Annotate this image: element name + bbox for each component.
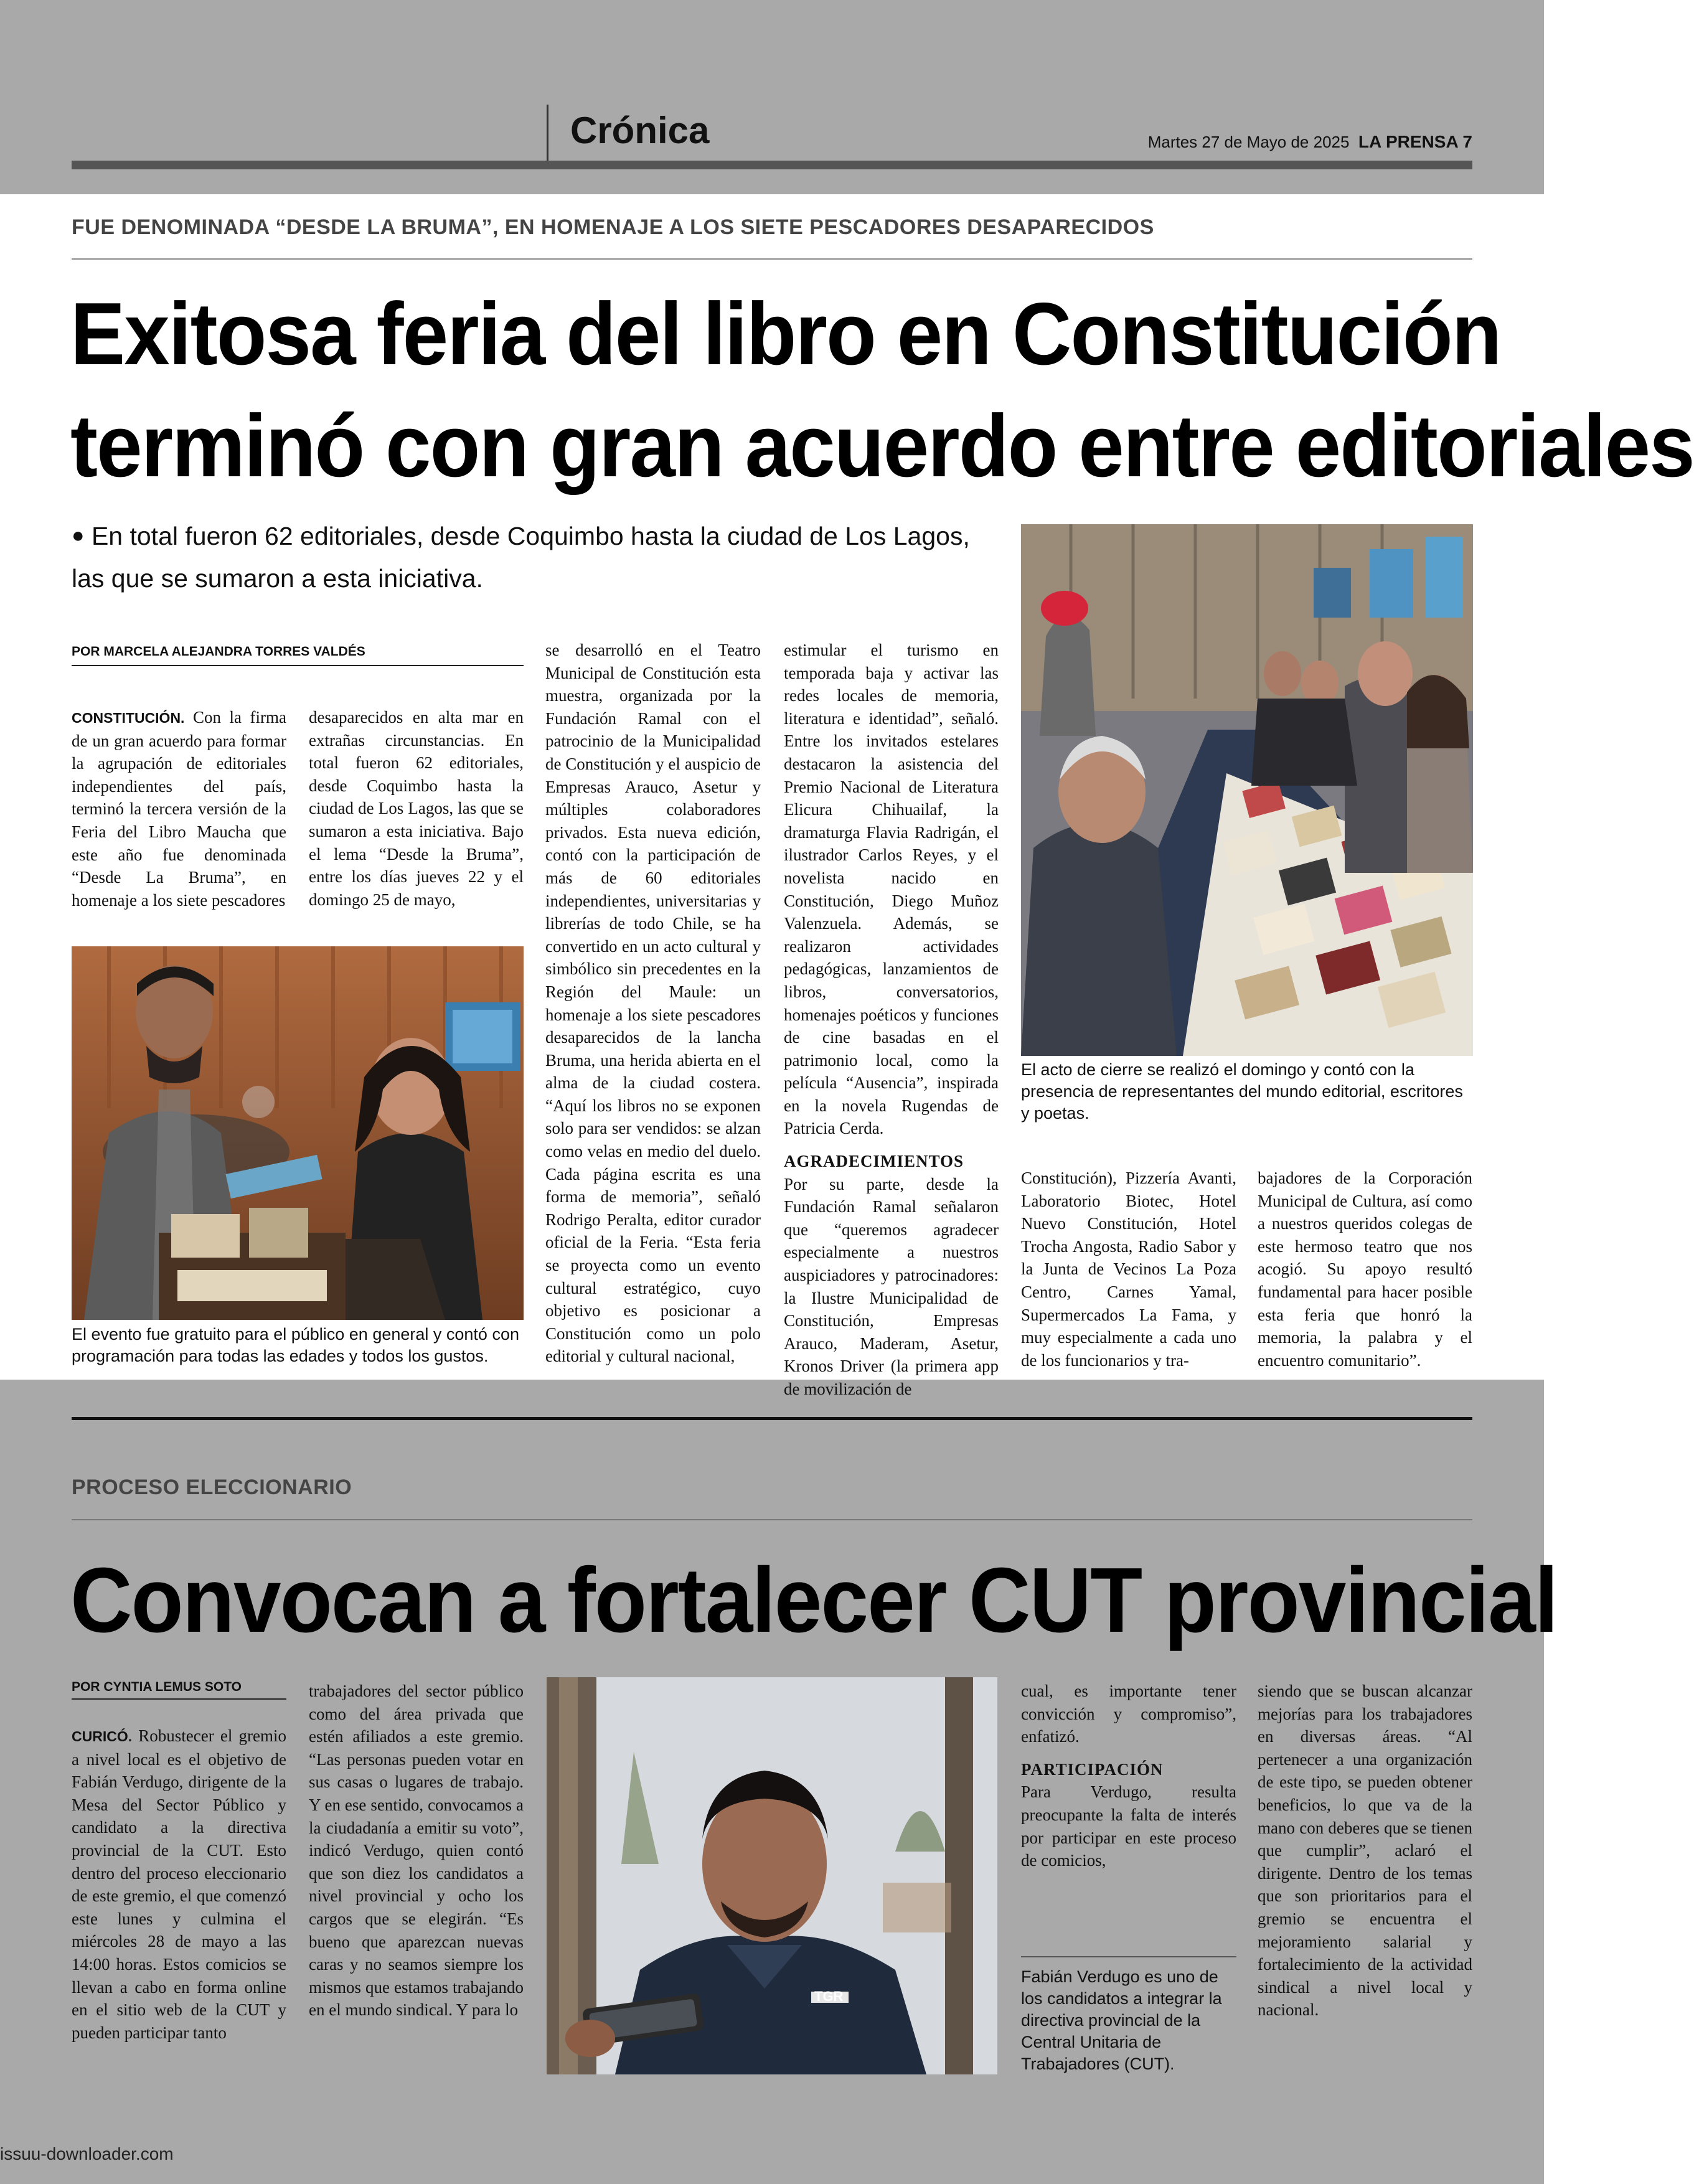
photo-left-caption: El evento fue gratuito para el público en general y contó con programación para todas las edades y todos los gustos. bbox=[72, 1325, 519, 1365]
article2-top-rule bbox=[72, 1417, 1472, 1420]
article2-column-4: siendo que se buscan alcanzar mejorías para los trabajadores en diversas áreas. “Al pertenecer a una organización de este tipo, se pueden obtener beneficios, lo que va de la mano con deberes que se tienen que cumplir”, aclaró el dirigente. Dentro de los temas que son prioritarios para el gremio se encuentra el mejoramiento salarial y fortalecimiento de la actividad sindical a nivel local y nacional. bbox=[1258, 1682, 1472, 2020]
article1-subhead: AGRADECIMIENTOS bbox=[784, 1152, 964, 1171]
article1-headline-line1: Exitosa feria del libro en Constitución bbox=[70, 285, 1501, 384]
header-rule bbox=[72, 161, 1472, 169]
article1-column-4 bbox=[784, 639, 999, 1398]
candidate-photo-caption: Fabián Verdugo es uno de los candidatos a integrar la directiva provincial de la Central Unitaria de Trabajadores (CUT). bbox=[1021, 1967, 1222, 2073]
header-date: Martes 27 de Mayo de 2025 bbox=[1147, 133, 1350, 151]
article2-column-1 bbox=[72, 1725, 286, 2082]
jacket-logo-text: TGR bbox=[814, 1989, 844, 2004]
watermark: issuu-downloader.com bbox=[0, 2144, 174, 2163]
article1-column-4b-text: Por su parte, desde la Fundación Ramal señalaron que “queremos agradecer especialmente a nuestros auspiciadores y patrocinadores: la Ilustre Municipalidad de Constitución, Empresas Arauco, Maderam, Asetur, Kronos Driver (la primera app de movilización de bbox=[784, 1174, 999, 1398]
article1-column-6: bajadores de la Corporación Municipal de Cultura, así como a nuestros queridos colegas de este hermoso teatro que nos acogió. Su apoyo resultó fundamental para hacer posible esta feria que honró la memoria, la palabra y el encuentro comunitario”. bbox=[1258, 1169, 1472, 1370]
article1-lede-text: En total fueron 62 editoriales, desde Coquimbo hasta la ciudad de Los Lagos, las que se sumaron a esta iniciativa. bbox=[72, 522, 970, 593]
article1-kicker-rule bbox=[72, 258, 1472, 260]
header-divider bbox=[547, 105, 548, 162]
article2-subhead: PARTICIPACIÓN bbox=[1021, 1759, 1164, 1779]
book-fair-photo-right bbox=[1021, 524, 1473, 1056]
article1-kicker: FUE DENOMINADA “DESDE LA BRUMA”, EN HOMENAJE A LOS SIETE PESCADORES DESAPARECIDOS bbox=[72, 215, 1154, 239]
article1-lede bbox=[72, 514, 974, 600]
photo-right-caption: El acto de cierre se realizó el domingo y contó con la presencia de representantes del mundo editorial, escritores y poetas. bbox=[1021, 1060, 1463, 1123]
article1-column-1 bbox=[72, 706, 286, 911]
article1-headline-line2: terminó con gran acuerdo entre editoriales bbox=[70, 397, 1694, 496]
article1-column-3: se desarrolló en el Teatro Municipal de Constitución esta muestra, organizada por la Fundación Ramal con el patrocinio de la Municipalidad de Constitución y el auspicio de Empresas Arauco, Asetur y múltiples colaboradores privados. Esta nueva edición, contó con la participación de más de 60 editoriales independientes, universitarias y librerías de todo Chile, se ha convertido en un acto cultural y simbólico sin precedentes en la Región del Maule: un homenaje a los siete pescadores desaparecidos de la lancha Bruma, una herida abierta en el alma de la ciudad costera. “Aquí los libros no se exponen solo para ser vendidos: se alzan como velas en medio del duelo. Cada página escrita es una forma de memoria”, señaló Rodrigo Peralta, editor curador oficial de la Feria. “Esta feria se proyecta como un evento cultural estratégico, cuyo objetivo es posicionar a Constitución como un polo editorial y cultural nacional, bbox=[545, 641, 761, 1366]
article2-headline: Convocan a fortalecer CUT provincial bbox=[70, 1549, 1558, 1652]
article1-column-1-text: Con la firma de un gran acuerdo para formar la agrupación de editoriales independientes del país, terminó la tercera versión de la Feria del Libro Maucha que este año fue denominada “Desde La Bruma”, en homenaje a los siete pescadores bbox=[72, 708, 286, 910]
candidate-portrait-photo bbox=[547, 1677, 997, 2074]
article2-column-1-text: Robustecer el gremio a nivel local es el objetivo de Fabián Verdugo, dirigente de la Mesa del Sector Público y candidato a la directiva provincial de la CUT. Esto dentro del proceso eleccionario de este gremio, el que comenzó este lunes y culmina el miércoles 28 de mayo a las 14:00 horas. Estos comicios se llevan a cabo en forma online en el sitio web de la CUT y pueden participar tanto bbox=[72, 1726, 286, 2042]
article1-column-2: desaparecidos en alta mar en extrañas circunstancias. En total fueron 62 editoriales, desde Coquimbo hasta la ciudad de Los Lagos, las que se sumaron a esta iniciativa. Bajo el lema “Desde la Bruma”, entre los días jueves 22 y el domingo 25 de mayo, bbox=[309, 708, 524, 909]
section-name: Crónica bbox=[570, 110, 710, 151]
article2-column-3 bbox=[1021, 1680, 1236, 1947]
article2-caption-rule bbox=[1021, 1956, 1236, 1957]
header-date-line bbox=[1148, 132, 1472, 152]
article1-dateline: CONSTITUCIÓN. bbox=[72, 710, 185, 726]
article2-column-3-text: cual, es importante tener convicción y compromiso”, enfatizó. bbox=[1021, 1682, 1236, 1746]
article2-column-2: trabajadores del sector público como del área privada que estén afiliados a este gremio. “Las personas pueden votar en sus casas o lugares de trabajo. Y en ese sentido, convocamos a la ciudadanía a emitir su voto”, indicó Verdugo, quien contó que son diez los candidatos a nivel provincial y ocho los cargos que se elegirán. “Es bueno que aparezcan nuevas caras y no seamos siempre los mismos que estamos trabajando en el mundo sindical. Y para lo bbox=[309, 1682, 524, 2020]
article2-column-3b-text: Para Verdugo, resulta preocupante la falta de interés por participar en este proceso de comicios, bbox=[1021, 1782, 1236, 1870]
article1-column-5: Constitución), Pizzería Avanti, Laboratorio Biotec, Hotel Nuevo Constitución, Hotel Trocha Angosta, Radio Sabor y la Junta de Vecinos La Poza Centro, Carnes Yamal, Supermercados La Fama, y muy especialmente a cada uno de los funcionarios y tra- bbox=[1021, 1169, 1236, 1370]
article2-byline: POR CYNTIA LEMUS SOTO bbox=[72, 1680, 242, 1694]
article2-kicker: PROCESO ELECCIONARIO bbox=[72, 1476, 352, 1499]
article2-dateline: CURICÓ. bbox=[72, 1728, 133, 1744]
book-fair-photo-left bbox=[72, 946, 524, 1320]
article2-kicker-rule bbox=[72, 1519, 1472, 1520]
article1-column-4-text: estimular el turismo en temporada baja y activar las redes locales de memoria, literatura e identidad”, señaló. Entre los invitados estelares destacaron la asistencia del Premio Nacional de Literatura Elicura Chihuailaf, la dramaturga Flavia Radrigán, el ilustrador Carlos Reyes, y el novelista nacido en Constitución, Diego Muñoz Valenzuela. Además, se realizaron actividades pedagógicas, lanzamientos de libros, conversatorios, homenajes poéticos y funciones de cine basadas en el patrimonio local, como la película “Ausencia”, inspirada en la novela Rugendas de Patricia Cerda. bbox=[784, 641, 999, 1138]
article1-byline-rule bbox=[72, 665, 524, 666]
article1-byline: POR MARCELA ALEJANDRA TORRES VALDÉS bbox=[72, 644, 365, 659]
article2-byline-rule bbox=[72, 1698, 286, 1700]
header-page: LA PRENSA 7 bbox=[1358, 132, 1472, 151]
lede-bullet-icon: ● bbox=[72, 524, 85, 547]
